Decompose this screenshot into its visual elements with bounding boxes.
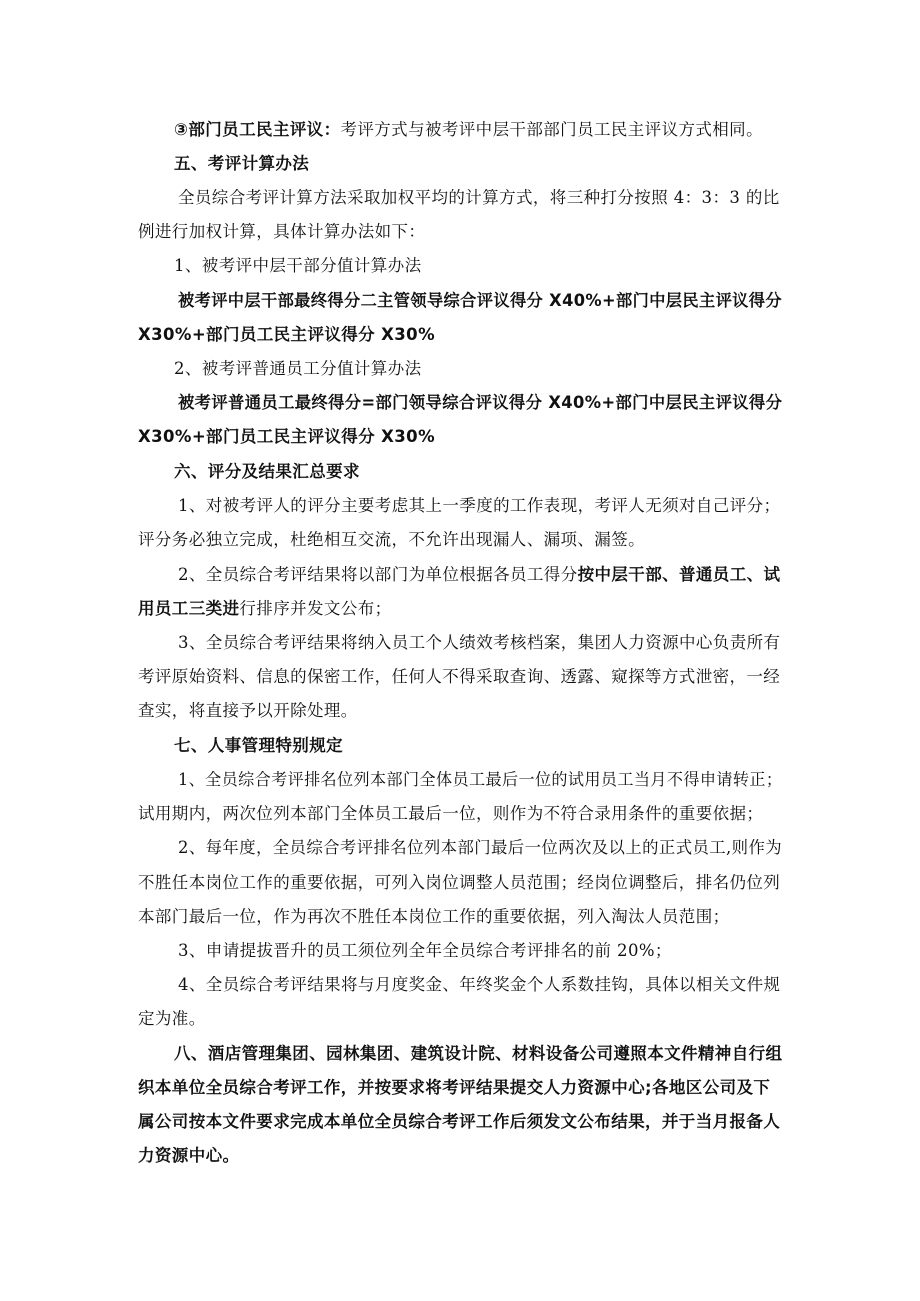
inline-heading: ③部门员工民主评议： <box>174 120 341 139</box>
inline-bold: 按中层干部、普通员工、试 <box>577 565 781 584</box>
paragraph-line: 查实，将直接予以开除处理。 <box>138 701 358 720</box>
paragraph-line: 定为准。 <box>138 1009 206 1028</box>
paragraph-line: 评分务必独立完成，杜绝相互交流，不允许出现漏人、漏项、漏签。 <box>138 530 645 549</box>
formula-line: 被考评普通员工最终得分=部门领导综合评议得分 X40%+部门中层民主评议得分 <box>178 393 783 412</box>
paragraph-line: 例进行加权计算，具体计算办法如下： <box>138 222 426 241</box>
paragraph-line: 试用期内，两次位列本部门全体员工最后一位，则作为不符合录用条件的重要依据； <box>138 804 764 823</box>
paragraph-line <box>174 119 763 141</box>
paragraph-line: 1、对被考评人的评分主要考虑其上一季度的工作表现，考评人无须对自己评分； <box>178 496 781 515</box>
bold-paragraph-line: 织本单位全员综合考评工作，并按要求将考评结果提交人力资源中心;各地区公司及下 <box>138 1078 771 1097</box>
paragraph-line: 1、全员综合考评排名位列本部门全体员工最后一位的试用员工当月不得申请转正； <box>178 770 783 789</box>
paragraph-line: 本部门最后一位，作为再次不胜任本岗位工作的重要依据，列入淘汰人员范围； <box>138 907 730 926</box>
paragraph-line: 考评原始资料、信息的保密工作，任何人不得采取查询、透露、窥探等方式泄密，一经 <box>138 667 781 686</box>
inline-bold: 用员工三类进 <box>138 599 240 618</box>
bold-paragraph-line: 属公司按本文件要求完成本单位全员综合考评工作后须发文公布结果，并于当月报备人 <box>138 1112 781 1131</box>
inline-text: 考评方式与被考评中层干部部门员工民主评议方式相同。 <box>340 120 763 139</box>
subheading: 2、被考评普通员工分值计算办法 <box>174 359 422 378</box>
formula-line: X30%+部门员工民主评议得分 X30% <box>138 427 435 446</box>
paragraph-line <box>178 564 780 586</box>
paragraph-line: 2、每年度，全员综合考评排名位列本部门最后一位两次及以上的正式员工,则作为 <box>178 838 783 857</box>
paragraph-line: 不胜任本岗位工作的重要依据，可列入岗位调整人员范围；经岗位调整后，排名仍位列 <box>138 873 781 892</box>
bold-paragraph-line: 力资源中心。 <box>138 1146 240 1165</box>
section-heading-8: 八、酒店管理集团、园林集团、建筑设计院、材料设备公司遵照本文件精神自行组 <box>174 1044 783 1063</box>
section-heading-5: 五、考评计算办法 <box>174 154 310 173</box>
paragraph-line: 4、全员综合考评结果将与月度奖金、年终奖金个人系数挂钩，具体以相关文件规 <box>178 975 781 994</box>
formula-line: X30%+部门员工民主评议得分 X30% <box>138 325 435 344</box>
paragraph-line: 3、申请提拔晋升的员工须位列全年全员综合考评排名的前 20%； <box>178 941 672 960</box>
section-heading-7: 七、人事管理特别规定 <box>174 736 343 755</box>
section-heading-6: 六、评分及结果汇总要求 <box>174 462 360 481</box>
inline-text: 2、全员综合考评结果将以部门为单位根据各员工得分 <box>178 565 578 584</box>
paragraph-line: 3、全员综合考评结果将纳入员工个人绩效考核档案，集团人力资源中心负责所有 <box>178 633 781 652</box>
subheading: 1、被考评中层干部分值计算办法 <box>174 256 422 275</box>
paragraph-line: 全员综合考评计算方法采取加权平均的计算方式，将三种打分按照 4：3：3 的比 <box>178 188 780 207</box>
inline-text: 行排序并发文公布； <box>239 599 392 618</box>
formula-line: 被考评中层干部最终得分二主管领导综合评议得分 X40%+部门中层民主评议得分 <box>178 291 782 310</box>
paragraph-line <box>138 598 392 620</box>
